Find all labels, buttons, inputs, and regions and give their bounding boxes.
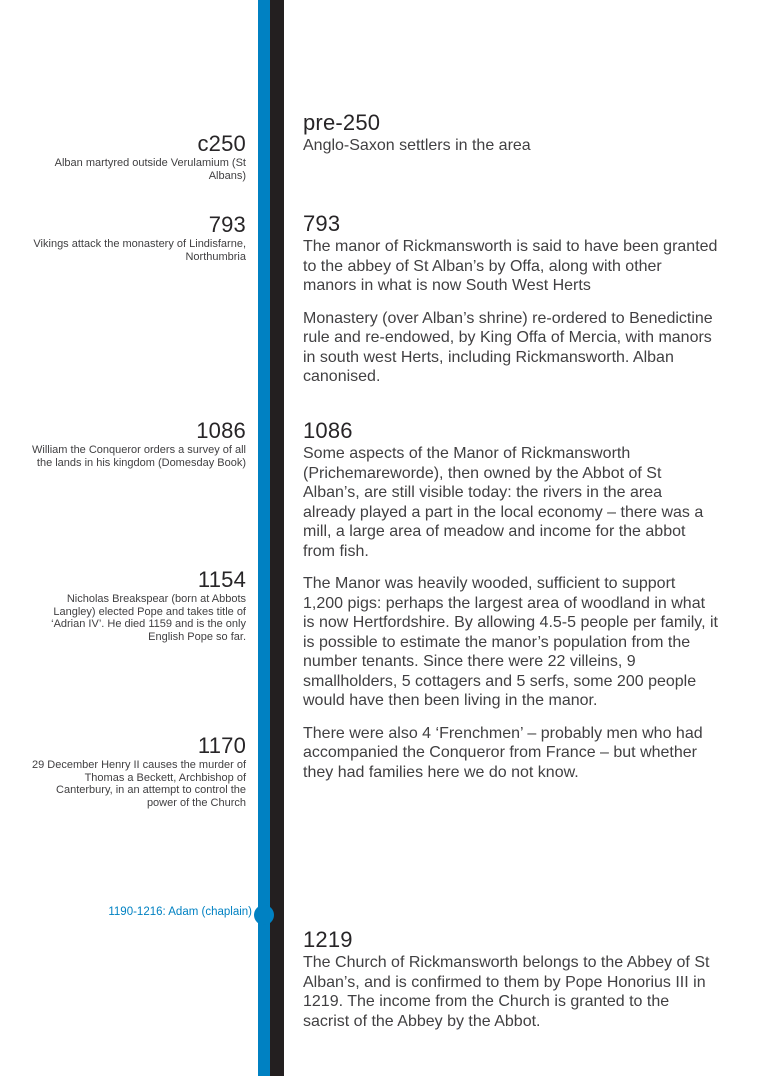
event-paragraph: There were also 4 ‘Frenchmen’ – probably men who had accompanied the Conqueror from France – but whether they had families here we do not know. [303, 724, 703, 781]
event-year: 793 [303, 211, 341, 236]
event-year: 1154 [197, 567, 246, 592]
event-description: Vikings attack the monastery of Lindisfarne, Northumbria [33, 238, 246, 263]
right-event-793 [303, 211, 718, 387]
event-description: 29 December Henry II causes the murder of Thomas a Beckett, Archbishop of Canterbury, in an attempt to control the power of the Church [32, 759, 246, 809]
event-description: William the Conqueror orders a survey of all the lands in his kingdom (Domesday Book) [32, 444, 246, 469]
event-description: Nicholas Breakspear (born at Abbots Langley) elected Pope and takes title of ‘Adrian IV’. He died 1159 and is the only English Pope so far. [51, 593, 246, 643]
event-description: Alban martyred outside Verulamium (St Albans) [54, 157, 246, 182]
event-paragraph: The Manor was heavily wooded, sufficient to support 1,200 pigs: perhaps the largest area of woodland in what is now Hertfordshire. By allowing 4.5-5 people per family, it is possible to estimate the manor’s population from the number tenants. Since there were 22 villeins, 9 smallholders, 5 cottagers and 5 serfs, some 200 people would have then been living in the manor. [303, 575, 718, 709]
timeline-marker-label: 1190-1216: Adam (chaplain) [108, 906, 252, 918]
event-paragraph: Some aspects of the Manor of Rickmansworth (Prichemareworde), then owned by the Abbot of St Alban’s, are still visible today: the rivers in the area already played a part in the local economy – there was a mill, a large area of meadow and income for the abbot from fish. [303, 445, 704, 560]
event-year: c250 [197, 131, 246, 156]
left-event-793 [28, 212, 246, 263]
timeline-marker-dot [254, 905, 274, 925]
right-event-pre-250 [303, 110, 718, 156]
event-year: 1086 [303, 418, 353, 443]
left-event-c250 [28, 131, 246, 182]
left-event-1154 [28, 567, 246, 643]
left-event-1086 [28, 418, 246, 469]
event-year: 793 [208, 212, 246, 237]
event-year: 1086 [196, 418, 246, 443]
right-event-1219 [303, 927, 718, 1031]
right-event-1086 [303, 418, 718, 782]
left-event-1170 [28, 733, 246, 809]
event-year: 1219 [303, 927, 353, 952]
event-paragraph: Anglo-Saxon settlers in the area [303, 137, 531, 154]
event-paragraph: The manor of Rickmansworth is said to have been granted to the abbey of St Alban’s by Offa, along with other manors in what is now South West Herts [303, 238, 718, 294]
event-paragraph: Monastery (over Alban’s shrine) re-ordered to Benedictine rule and re-endowed, by King Offa of Mercia, with manors in south west Herts, including Rickmansworth. Alban canonised. [303, 309, 713, 385]
event-year: pre-250 [303, 110, 381, 135]
event-paragraph: The Church of Rickmansworth belongs to the Abbey of St Alban’s, and is confirmed to them by Pope Honorius III in 1219. The income from the Church is granted to the sacrist of the Abbey by the Abbot. [303, 954, 710, 1030]
event-year: 1170 [197, 733, 246, 758]
